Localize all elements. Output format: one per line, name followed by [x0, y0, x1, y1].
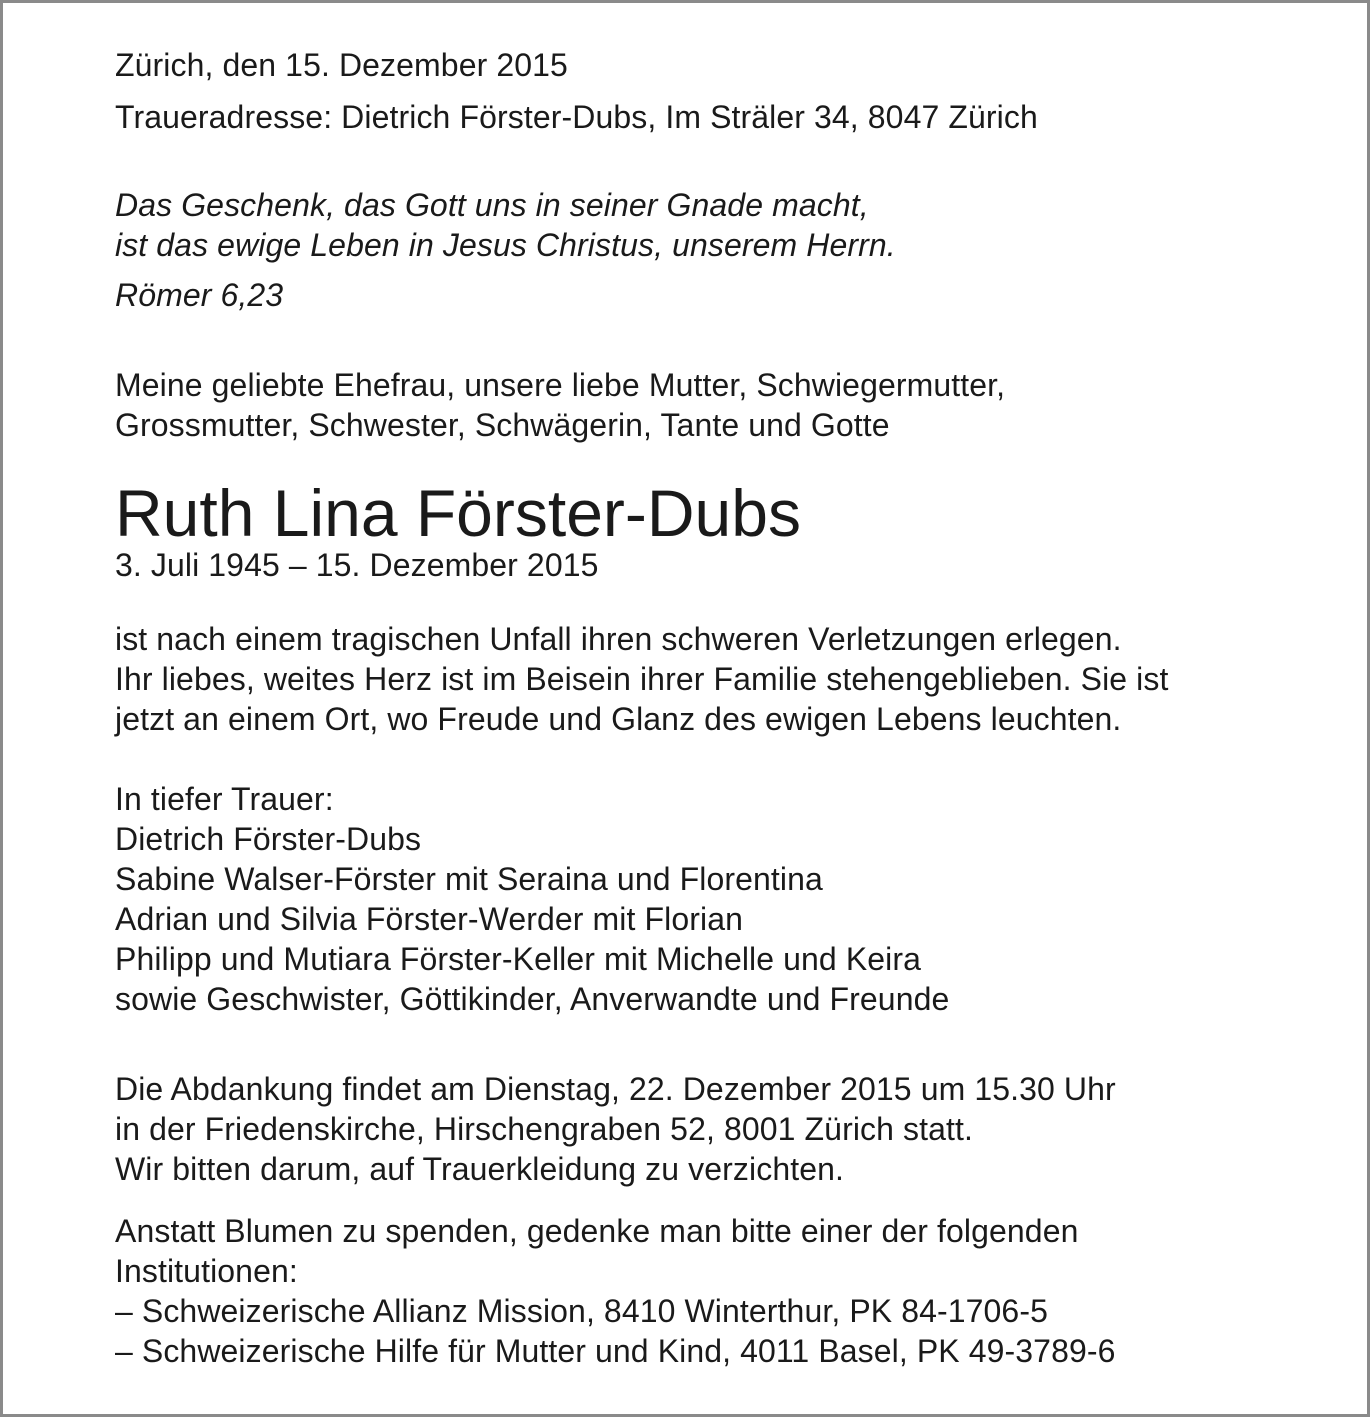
mourner-name: Philipp und Mutiara Förster-Keller mit Michelle und Keira — [115, 941, 922, 977]
place-date: Zürich, den 15. Dezember 2015 — [115, 47, 568, 83]
mourner-name: Sabine Walser-Förster mit Seraina und Florentina — [115, 861, 823, 897]
donation-line: Institutionen: — [115, 1253, 298, 1289]
life-dates: 3. Juli 1945 – 15. Dezember 2015 — [115, 547, 599, 583]
intro-line: Grossmutter, Schwester, Schwägerin, Tante und Gotte — [115, 407, 890, 443]
story-text — [115, 619, 1367, 739]
mourner-name: sowie Geschwister, Göttikinder, Anverwandte und Freunde — [115, 981, 950, 1017]
service-line: Wir bitten darum, auf Trauerkleidung zu verzichten. — [115, 1151, 844, 1187]
intro-text — [115, 365, 1367, 445]
service-line: Die Abdankung findet am Dienstag, 22. Dezember 2015 um 15.30 Uhr — [115, 1071, 1116, 1107]
mourning-address: Traueradresse: Dietrich Förster-Dubs, Im Sträler 34, 8047 Zürich — [115, 99, 1038, 135]
mourner-name: Dietrich Förster-Dubs — [115, 821, 422, 857]
story-line: Ihr liebes, weites Herz ist im Beisein ihrer Familie stehengeblieben. Sie ist — [115, 661, 1169, 697]
donation-institution: – Schweizerische Allianz Mission, 8410 Winterthur, PK 84-1706-5 — [115, 1293, 1048, 1329]
service-line: in der Friedenskirche, Hirschengraben 52, 8001 Zürich statt. — [115, 1111, 973, 1147]
story-line: jetzt an einem Ort, wo Freude und Glanz des ewigen Lebens leuchten. — [115, 701, 1122, 737]
deceased-section — [115, 475, 1367, 585]
verse-line: ist das ewige Leben in Jesus Christus, unserem Herrn. — [115, 227, 896, 263]
intro-line: Meine geliebte Ehefrau, unsere liebe Mutter, Schwiegermutter, — [115, 367, 1006, 403]
donation-institution: – Schweizerische Hilfe für Mutter und Kind, 4011 Basel, PK 49-3789-6 — [115, 1333, 1116, 1369]
story-line: ist nach einem tragischen Unfall ihren schweren Verletzungen erlegen. — [115, 621, 1122, 657]
verse-reference: Römer 6,23 — [115, 277, 284, 313]
header-section — [115, 45, 1367, 137]
deceased-name: Ruth Lina Förster-Dubs — [115, 476, 801, 550]
mourners-heading: In tiefer Trauer: — [115, 781, 334, 817]
bible-verse — [115, 185, 1367, 315]
mourner-name: Adrian und Silvia Förster-Werder mit Florian — [115, 901, 744, 937]
mourners-list — [115, 779, 1367, 1019]
donation-info — [115, 1211, 1367, 1371]
donation-line: Anstatt Blumen zu spenden, gedenke man bitte einer der folgenden — [115, 1213, 1079, 1249]
verse-line: Das Geschenk, das Gott uns in seiner Gnade macht, — [115, 187, 869, 223]
funeral-service-info — [115, 1069, 1367, 1189]
